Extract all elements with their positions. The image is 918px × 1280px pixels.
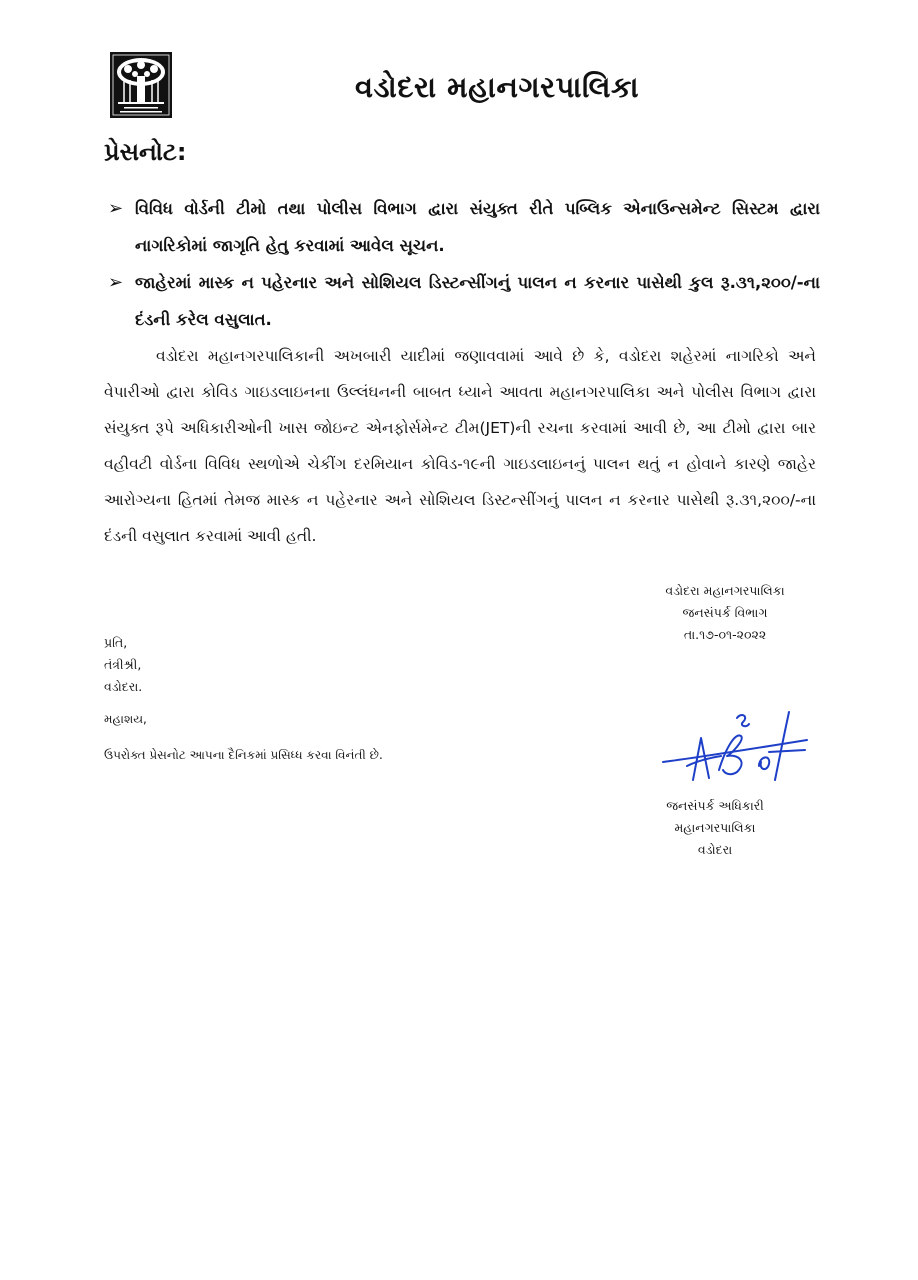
signatory-block — [630, 795, 800, 861]
bullet-item — [108, 264, 820, 338]
department-block — [610, 580, 840, 646]
address-editor: તંત્રીશ્રી, — [104, 657, 142, 672]
address-block — [104, 632, 142, 698]
arrow-bullet-icon: ➢ — [108, 272, 124, 293]
signatory-org: મહાનગરપાલિકા — [674, 820, 756, 835]
press-note-date: તા.૧૭-૦૧-૨૦૨૨ — [683, 627, 767, 642]
address-to: પ્રતિ, — [104, 635, 128, 650]
signatory-city: વડોદરા — [697, 842, 733, 857]
address-city: વડોદરા. — [104, 679, 143, 694]
department-org: વડોદરા મહાનગરપાલિકા — [665, 583, 785, 598]
bullet-item — [108, 190, 820, 264]
arrow-bullet-icon: ➢ — [108, 198, 124, 219]
bullet-text: જાહેરમાં માસ્ક ન પહેરનાર અને સોશિયલ ડિસ્ટન્સીંગનું પાલન ન કરનાર પાસેથી કુલ રૂ.૩૧,૨૦૦/-ના દંડની કરેલ વસુલાત. — [135, 273, 820, 329]
department-name: જનસંપર્ક વિભાગ — [682, 605, 768, 620]
banyan-tree-emblem-icon — [110, 52, 172, 118]
press-note-label: પ્રેસનોટ: — [104, 138, 187, 166]
salutation: મહાશય, — [104, 712, 147, 726]
body-paragraph: વડોદરા મહાનગરપાલિકાની અખબારી યાદીમાં જણાવવામાં આવે છે કે, વડોદરા શહેરમાં નાગરિકો અને વેપારીઓ દ્વારા કોવિડ ગાઇડલાઇનના ઉલ્લંઘનની બાબત ધ્યાને આવતા મહાનગરપાલિકા અને પોલીસ વિભાગ દ્વારા સંયુક્ત રૂપે અધિકારીઓની ખાસ જોઇન્ટ એનફોર્સમેન્ટ ટીમ(JET)ની રચના કરવામાં આવી છે, આ ટીમો દ્વારા બાર વહીવટી વોર્ડના વિવિધ સ્થળોએ ચેકીંગ દરમિયાન કોવિડ-૧૯ની ગાઇડલાઇનનું પાલન થતું ન હોવાને કારણે જાહેર આરોગ્યના હિતમાં તેમજ માસ્ક ન પહેરનાર અને સોશિયલ ડિસ્ટન્સીંગનું પાલન ન કરનાર પાસેથી રૂ.૩૧,૨૦૦/-ના દંડની વસુલાત કરવામાં આવી હતી. — [104, 347, 816, 545]
organization-title: વડોદરા મહાનગરપાલિકા — [355, 70, 640, 104]
handwritten-signature-icon — [655, 710, 815, 790]
request-line: ઉપરોક્ત પ્રેસનોટ આપના દૈનિકમાં પ્રસિધ્ધ કરવા વિનંતી છે. — [104, 748, 383, 762]
signatory-title: જનસંપર્ક અધિકારી — [666, 798, 764, 813]
bullet-text: વિવિધ વોર્ડની ટીમો તથા પોલીસ વિભાગ દ્વારા સંયુક્ત રીતે પબ્લિક એનાઉન્સમેન્ટ સિસ્ટમ દ્વારા નાગરિકોમાં જાગૃતિ હેતુ કરવામાં આવેલ સૂચન. — [135, 199, 820, 255]
